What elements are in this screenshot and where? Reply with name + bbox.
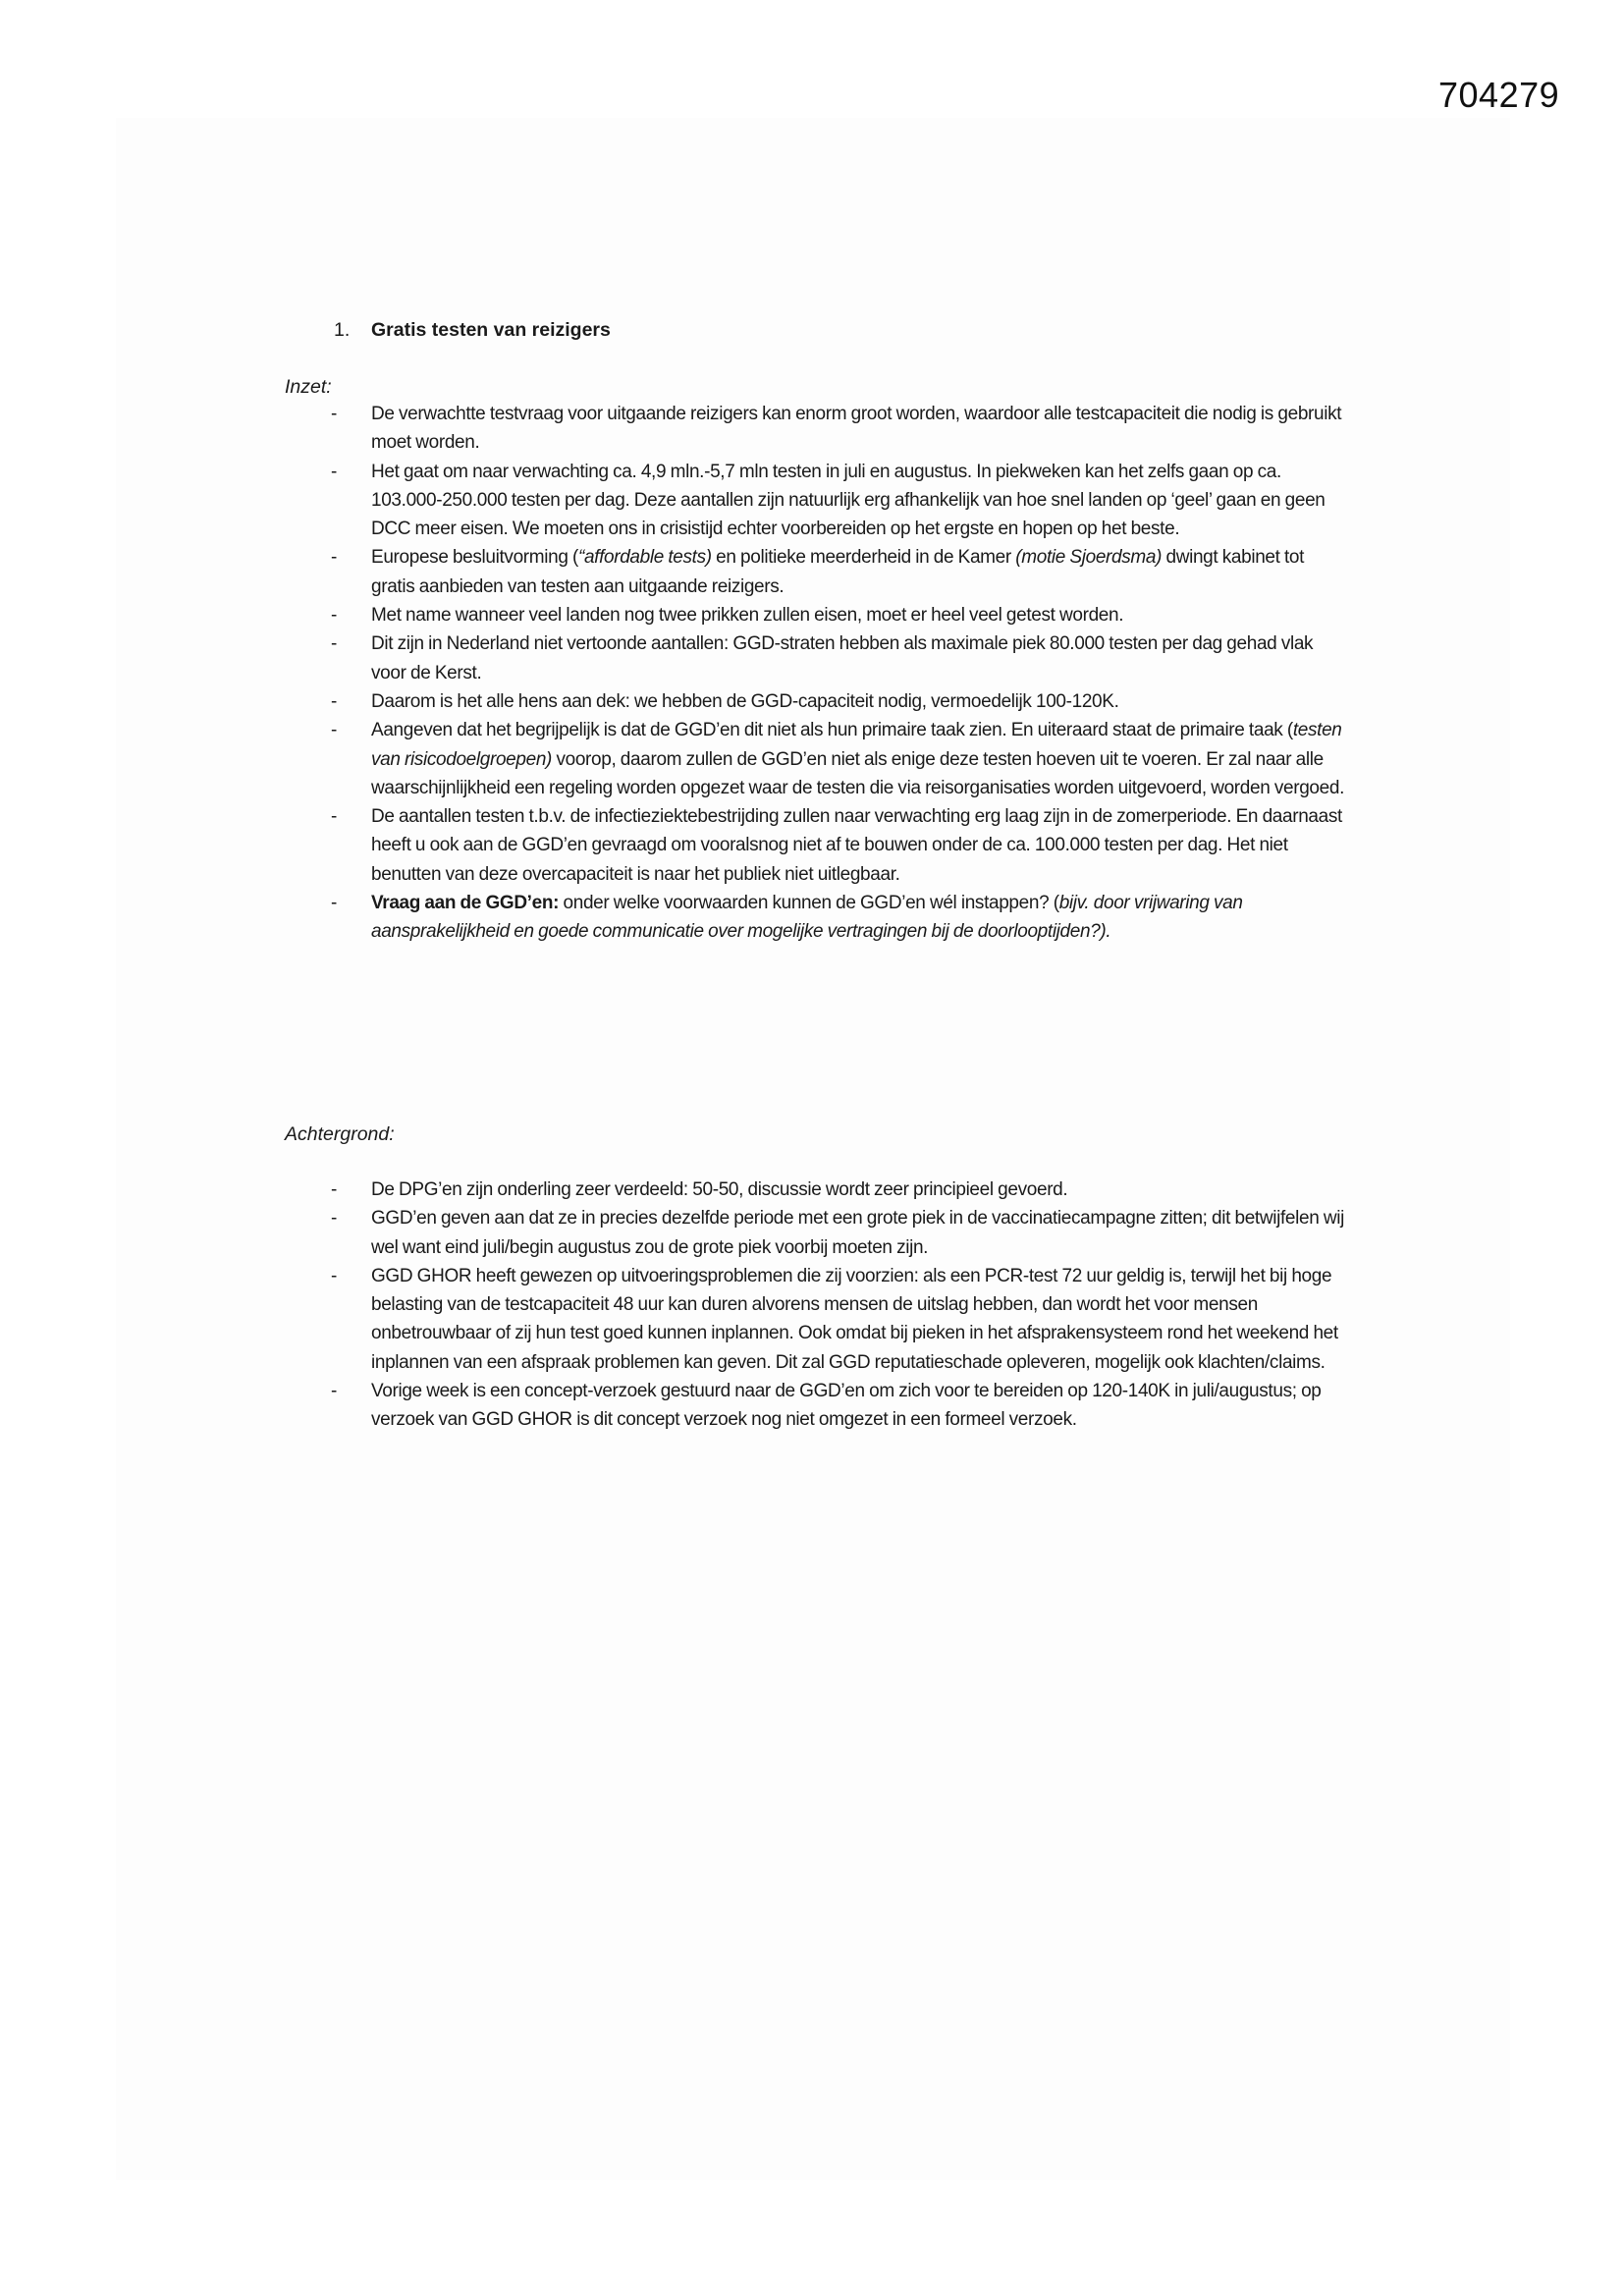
list-item: - Aangeven dat het begrijpelijk is dat de GGD’en dit niet als hun primaire taak zien. En uiteraard staat de primaire taak (testen van risicodoelgroepen) voorop, daarom zullen de GGD’en niet als enige deze testen hoeven uit te voeren. Er zal naar alle waarschijnlijkheid een regeling worden opgezet waar de testen die via reisorganisaties worden uitgevoerd, worden vergoed. [324,716,1345,802]
list-item: - De verwachtte testvraag voor uitgaande reizigers kan enorm groot worden, waardoor alle testcapaciteit die nodig is gebruikt moet worden. [324,400,1345,458]
bullet-dash: - [331,1381,337,1402]
inzet-list [324,400,1345,947]
bullet-dash: - [331,893,337,914]
list-item: - Vraag aan de GGD’en: onder welke voorwaarden kunnen de GGD’en wél instappen? (bijv. door vrijwaring van aansprakelijkheid en goede communicatie over mogelijke vertragingen bij de doorlooptijden?). [324,889,1345,947]
bullet-dash: - [331,690,337,712]
inzet-label: Inzet: [285,376,332,398]
list-item: - GGD GHOR heeft gewezen op uitvoeringsproblemen die zij voorzien: als een PCR-test 72 uur geldig is, terwijl het bij hoge belasting van de testcapaciteit 48 uur kan duren alvorens mensen de uitslag hebben, dan wordt het voor mensen onbetrouwbaar of zij hun test goed kunnen inplannen. Ook omdat bij pieken in het afsprakensysteem rond het weekend het inplannen van een afspraak problemen kan geven. Dit zal GGD reputatieschade opleveren, mogelijk ook klachten/claims. [324,1262,1345,1377]
list-item: - Het gaat om naar verwachting ca. 4,9 mln.-5,7 mln testen in juli en augustus. In piekweken kan het zelfs gaan op ca. 103.000-250.000 testen per dag. Deze aantallen zijn natuurlijk erg afhankelijk van hoe snel landen op ‘geel’ gaan en geen DCC meer eisen. We moeten ons in crisistijd echter voorbereiden op het ergste en hopen op het beste. [324,458,1345,544]
bullet-dash: - [331,404,337,424]
italic-text: (motie Sjoerdsma) [1015,547,1163,569]
bold-text: Vraag aan de GGD’en: [371,893,560,914]
list-item: - Europese besluitvorming (“affordable tests) en politieke meerderheid in de Kamer (motie Sjoerdsma) dwingt kabinet tot gratis aanbieden van testen aan uitgaande reizigers. [324,543,1345,601]
list-item: - Daarom is het alle hens aan dek: we hebben de GGD-capaciteit nodig, vermoedelijk 100-120K. [324,687,1345,716]
italic-text: testen van risicodoelgroepen) [371,720,1342,770]
list-item: - Dit zijn in Nederland niet vertoonde aantallen: GGD-straten hebben als maximale piek 80.000 testen per dag gehad vlak voor de Kerst. [324,629,1345,687]
bullet-dash: - [331,1265,337,1286]
list-item: - De DPG’en zijn onderling zeer verdeeld: 50-50, discussie wordt zeer principieel gevoerd. [324,1175,1345,1204]
bullet-dash: - [331,1179,337,1200]
list-item: - Vorige week is een concept-verzoek gestuurd naar de GGD’en om zich voor te bereiden op 120-140K in juli/augustus; op verzoek van GGD GHOR is dit concept verzoek nog niet omgezet in een formeel verzoek. [324,1377,1345,1435]
bullet-dash: - [331,605,337,627]
achtergrond-list [324,1175,1345,1435]
list-item: - Met name wanneer veel landen nog twee prikken zullen eisen, moet er heel veel getest worden. [324,601,1345,629]
italic-text: “affordable tests) [577,547,712,569]
bullet-dash: - [331,806,337,828]
heading-number: 1. [334,319,351,341]
section-heading [334,316,611,345]
document-number: 704279 [1438,75,1560,115]
achtergrond-label: Achtergrond: [285,1123,395,1145]
heading-title: Gratis testen van reizigers [371,319,611,341]
list-item: - De aantallen testen t.b.v. de infectieziektebestrijding zullen naar verwachting erg laag zijn in de zomerperiode. En daarnaast heeft u ook aan de GGD’en gevraagd om vooralsnog niet af te bouwen onder de ca. 100.000 testen per dag. Het niet benutten van deze overcapaciteit is naar het publiek niet uitlegbaar. [324,802,1345,889]
bullet-dash: - [331,547,337,569]
list-item: - GGD’en geven aan dat ze in precies dezelfde periode met een grote piek in de vaccinatiecampagne zitten; dit betwijfelen wij wel want eind juli/begin augustus zou de grote piek voorbij moeten zijn. [324,1204,1345,1262]
bullet-dash: - [331,633,337,655]
italic-text: bijv. door vrijwaring van aansprakelijkheid en goede communicatie over mogelijke vertragingen bij de doorlooptijden?). [371,893,1243,943]
bullet-dash: - [331,461,337,482]
bullet-dash: - [331,720,337,741]
bullet-dash: - [331,1208,337,1230]
